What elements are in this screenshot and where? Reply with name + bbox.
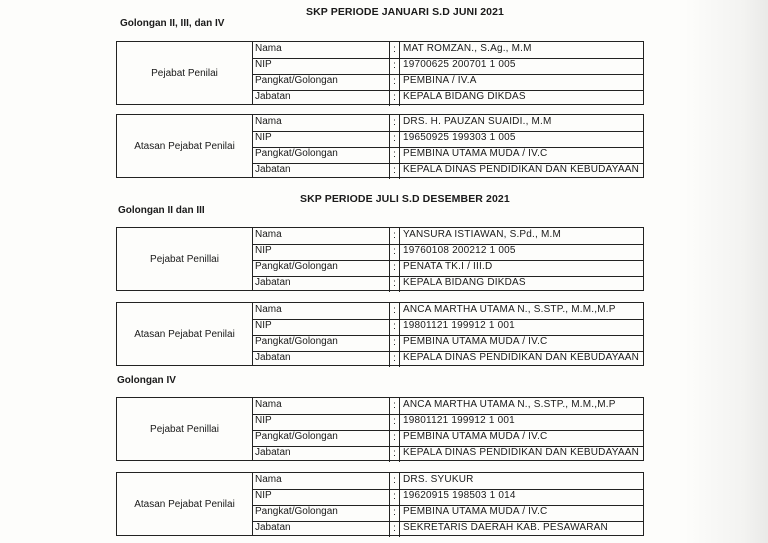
colon-separator: :	[389, 147, 400, 163]
group-label-ii-iii-iv: Golongan II, III, dan IV	[120, 18, 225, 29]
row-pangkat	[252, 260, 643, 277]
field-value: PENATA TK.I / III.D	[403, 261, 493, 272]
field-label: Nama	[255, 116, 282, 127]
table-atasan-pejabat-penilai-3	[116, 472, 644, 536]
colon-separator: :	[389, 505, 400, 521]
field-value: SEKRETARIS DAERAH KAB. PESAWARAN	[403, 522, 608, 533]
role-label: Pejabat Penillai	[117, 228, 253, 290]
field-value: KEPALA DINAS PENDIDIKAN DAN KEBUDAYAAN	[403, 164, 639, 175]
field-value: 19620915 198503 1 014	[403, 490, 516, 501]
colon-separator: :	[389, 42, 400, 58]
row-nama	[252, 303, 643, 320]
row-pangkat	[252, 430, 643, 447]
colon-separator: :	[389, 228, 400, 244]
field-label: Nama	[255, 304, 282, 315]
row-pangkat	[252, 147, 643, 164]
row-jabatan	[252, 90, 643, 106]
colon-separator: :	[389, 74, 400, 90]
row-pangkat	[252, 335, 643, 352]
field-label: Jabatan	[255, 277, 291, 288]
field-label: Jabatan	[255, 164, 291, 175]
colon-separator: :	[389, 430, 400, 446]
row-nip	[252, 414, 643, 431]
field-value: KEPALA DINAS PENDIDIKAN DAN KEBUDAYAAN	[403, 352, 639, 363]
colon-separator: :	[389, 521, 400, 537]
colon-separator: :	[389, 58, 400, 74]
group-label-iv: Golongan IV	[117, 375, 176, 386]
colon-separator: :	[389, 115, 400, 131]
colon-separator: :	[389, 131, 400, 147]
field-value: MAT ROMZAN., S.Ag., M.M	[403, 43, 532, 54]
table-atasan-pejabat-penilai-1	[116, 114, 644, 178]
field-label: NIP	[255, 132, 272, 143]
field-label: Jabatan	[255, 447, 291, 458]
colon-separator: :	[389, 303, 400, 319]
field-value: 19700625 200701 1 005	[403, 59, 516, 70]
field-value: KEPALA BIDANG DIKDAS	[403, 91, 526, 102]
colon-separator: :	[389, 446, 400, 462]
field-value: YANSURA ISTIAWAN, S.Pd., M.M	[403, 229, 562, 240]
field-value: ANCA MARTHA UTAMA N., S.STP., M.M.,M.P	[403, 304, 616, 315]
role-label: Pejabat Penillai	[117, 398, 253, 460]
row-nama	[252, 228, 643, 245]
row-nip	[252, 319, 643, 336]
field-label: Pangkat/Golongan	[255, 75, 338, 86]
field-value: KEPALA BIDANG DIKDAS	[403, 277, 526, 288]
field-value: DRS. H. PAUZAN SUAIDI., M.M	[403, 116, 552, 127]
field-value: PEMBINA UTAMA MUDA / IV.C	[403, 336, 548, 347]
field-label: NIP	[255, 245, 272, 256]
section-title-jul-des: SKP PERIODE JULI S.D DESEMBER 2021	[300, 193, 510, 205]
colon-separator: :	[389, 319, 400, 335]
field-label: Jabatan	[255, 352, 291, 363]
field-value: 19801121 199912 1 001	[403, 415, 515, 426]
role-label: Atasan Pejabat Penilai	[117, 473, 253, 535]
field-value: KEPALA DINAS PENDIDIKAN DAN KEBUDAYAAN	[403, 447, 639, 458]
role-label: Pejabat Penilai	[117, 42, 253, 104]
field-label: Jabatan	[255, 522, 291, 533]
colon-separator: :	[389, 398, 400, 414]
row-nama	[252, 42, 643, 59]
field-label: NIP	[255, 490, 272, 501]
field-label: Pangkat/Golongan	[255, 506, 338, 517]
table-atasan-pejabat-penilai-2	[116, 302, 644, 366]
colon-separator: :	[389, 335, 400, 351]
field-label: Nama	[255, 229, 282, 240]
row-nip	[252, 244, 643, 261]
row-nama	[252, 115, 643, 132]
field-value: 19760108 200212 1 005	[403, 245, 516, 256]
table-pejabat-penilai-1	[116, 41, 644, 105]
colon-separator: :	[389, 489, 400, 505]
field-label: Pangkat/Golongan	[255, 336, 338, 347]
row-pangkat	[252, 74, 643, 91]
colon-separator: :	[389, 414, 400, 430]
table-pejabat-penilai-3	[116, 397, 644, 461]
role-label: Atasan Pejabat Penilai	[117, 303, 253, 365]
field-label: Nama	[255, 399, 282, 410]
colon-separator: :	[389, 260, 400, 276]
field-label: NIP	[255, 320, 272, 331]
row-jabatan	[252, 163, 643, 179]
row-jabatan	[252, 521, 643, 537]
field-label: NIP	[255, 59, 272, 70]
field-value: ANCA MARTHA UTAMA N., S.STP., M.M.,M.P	[403, 399, 616, 410]
row-jabatan	[252, 446, 643, 462]
scan-shadow	[684, 0, 768, 543]
table-pejabat-penilai-2	[116, 227, 644, 291]
section-title-jan-jun: SKP PERIODE JANUARI S.D JUNI 2021	[306, 6, 505, 18]
row-jabatan	[252, 351, 643, 367]
field-label: Jabatan	[255, 91, 291, 102]
field-value: PEMBINA UTAMA MUDA / IV.C	[403, 506, 548, 517]
colon-separator: :	[389, 163, 400, 179]
colon-separator: :	[389, 90, 400, 106]
field-value: PEMBINA UTAMA MUDA / IV.C	[403, 431, 548, 442]
row-jabatan	[252, 276, 643, 292]
field-label: NIP	[255, 415, 272, 426]
field-label: Nama	[255, 474, 282, 485]
row-nip	[252, 489, 643, 506]
group-label-ii-iii: Golongan II dan III	[118, 205, 205, 216]
field-label: Pangkat/Golongan	[255, 431, 338, 442]
row-nama	[252, 473, 643, 490]
field-value: 19801121 199912 1 001	[403, 320, 515, 331]
colon-separator: :	[389, 351, 400, 367]
row-nip	[252, 58, 643, 75]
colon-separator: :	[389, 244, 400, 260]
role-label: Atasan Pejabat Penilai	[117, 115, 253, 177]
field-label: Pangkat/Golongan	[255, 261, 338, 272]
field-value: PEMBINA / IV.A	[403, 75, 477, 86]
field-label: Pangkat/Golongan	[255, 148, 338, 159]
row-pangkat	[252, 505, 643, 522]
row-nama	[252, 398, 643, 415]
field-label: Nama	[255, 43, 282, 54]
colon-separator: :	[389, 473, 400, 489]
field-value: DRS. SYUKUR	[403, 474, 474, 485]
colon-separator: :	[389, 276, 400, 292]
field-value: PEMBINA UTAMA MUDA / IV.C	[403, 148, 548, 159]
row-nip	[252, 131, 643, 148]
field-value: 19650925 199303 1 005	[403, 132, 516, 143]
